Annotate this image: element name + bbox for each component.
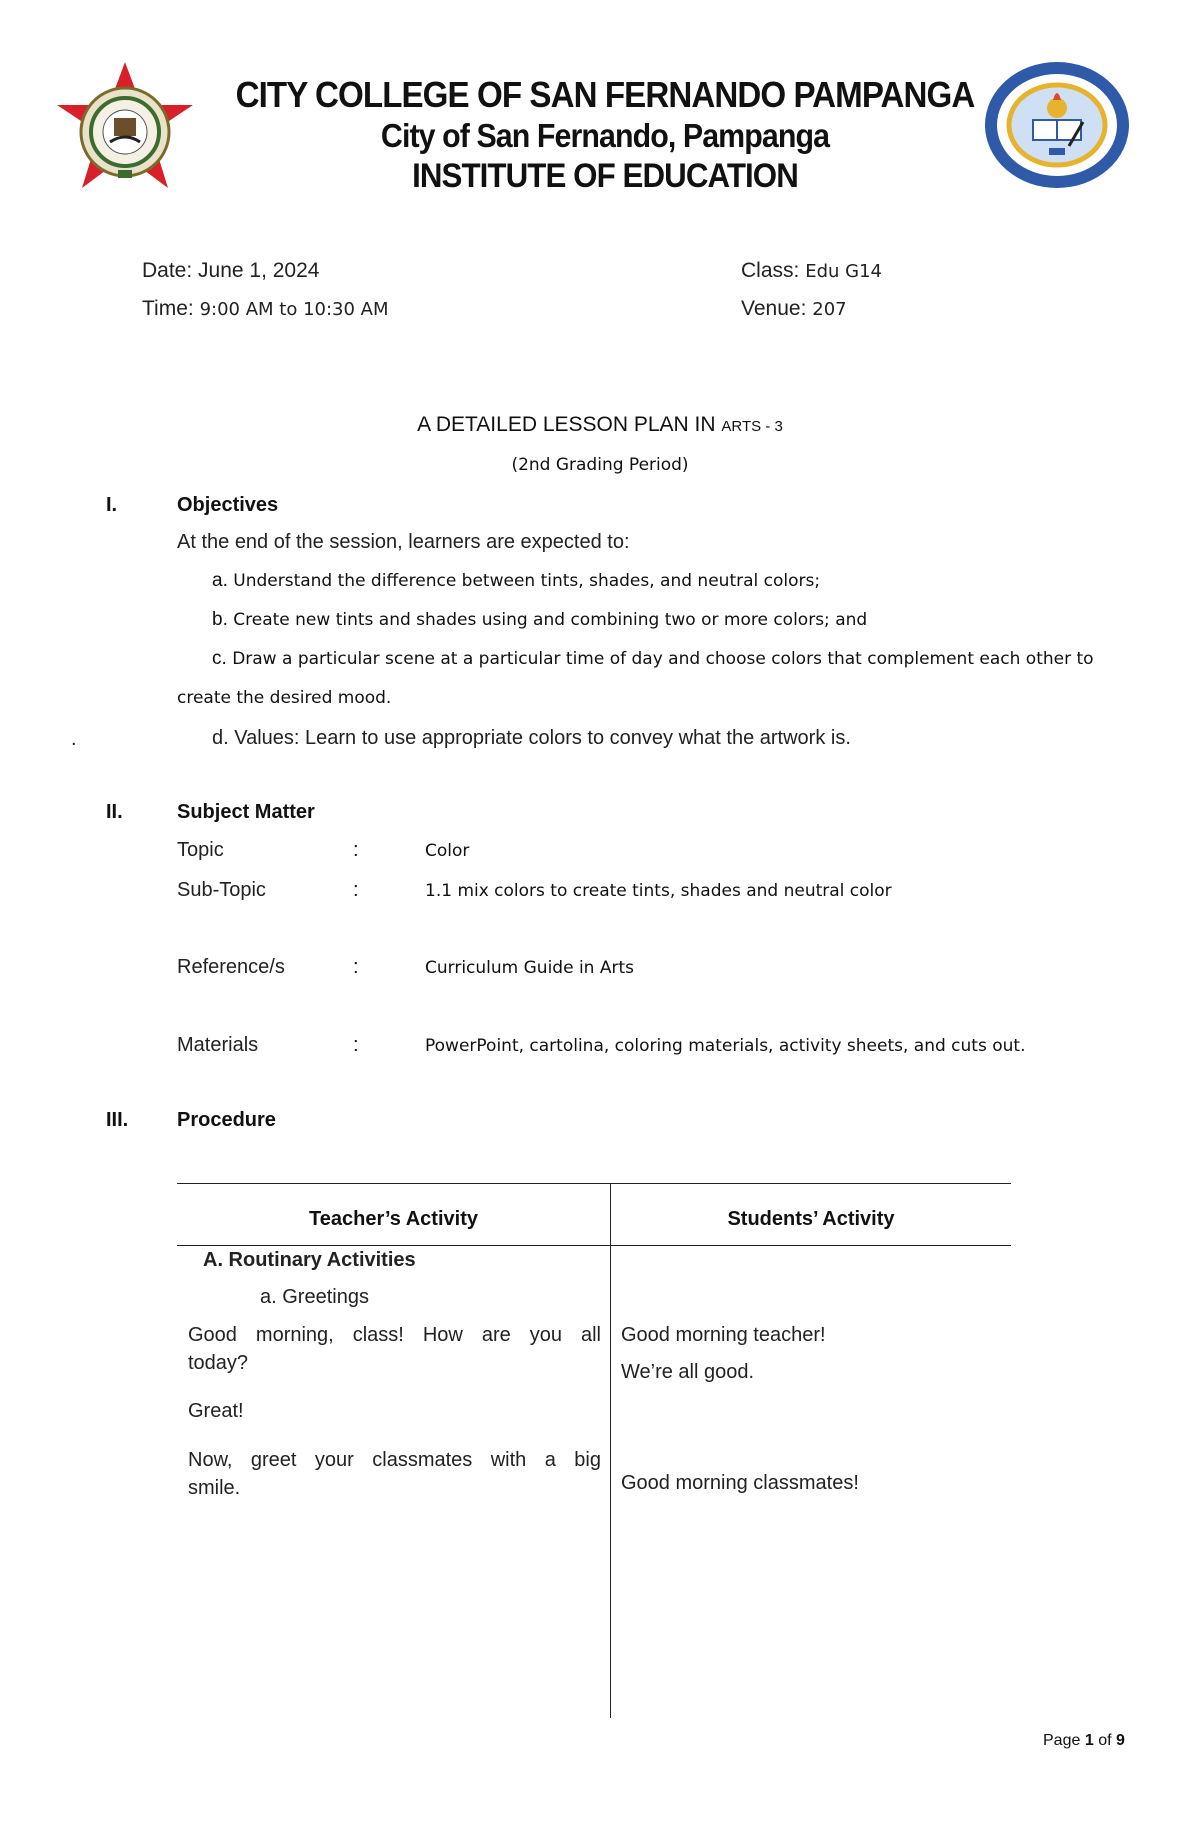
venue-value: 207: [812, 299, 847, 320]
reference-colon: :: [353, 956, 359, 978]
page-number: [1043, 1732, 1125, 1750]
students-line-3: Good morning classmates!: [621, 1472, 859, 1494]
objective-item-b: b. Create new tints and shades using and combining two or more colors; and: [212, 609, 868, 630]
objective-item-c: c. Draw a particular scene at a particular time of day and choose colors that complement each other to: [212, 648, 1094, 669]
teacher-line-3: Now, greet your classmates with a big smile.: [188, 1449, 601, 1499]
title-main: A DETAILED LESSON PLAN IN: [417, 413, 716, 436]
class-value: Edu G14: [805, 261, 882, 282]
time-value: 9:00 AM to 10:30 AM: [199, 299, 389, 320]
teacher-line-1: Good morning, class! How are you all today?: [188, 1324, 601, 1374]
section-heading-objectives: Objectives: [177, 494, 279, 516]
materials-value: PowerPoint, cartolina, coloring materials, activity sheets, and cuts out.: [425, 1036, 1026, 1056]
college-name: CITY COLLEGE OF SAN FERNANDO PAMPANGA: [235, 74, 975, 115]
teacher-line-2: Great!: [188, 1400, 244, 1422]
time-field: [142, 297, 389, 321]
teacher-activity-header: Teacher’s Activity: [309, 1208, 478, 1230]
time-label: Time:: [142, 297, 194, 320]
venue-field: [741, 297, 847, 321]
institute-name: INSTITUTE OF EDUCATION: [412, 157, 798, 195]
section-heading-subject-matter: Subject Matter: [177, 801, 315, 823]
routinary-activities-heading: A. Routinary Activities: [203, 1249, 416, 1271]
venue-label: Venue:: [741, 297, 807, 320]
city-name: City of San Fernando, Pampanga: [380, 117, 830, 154]
page-total: 9: [1115, 1732, 1125, 1749]
grading-period: (2nd Grading Period): [511, 455, 689, 475]
students-activity-header: Students’ Activity: [727, 1208, 895, 1230]
topic-colon: :: [353, 839, 359, 861]
students-line-2: We’re all good.: [621, 1361, 755, 1383]
greetings-subheading: a. Greetings: [260, 1286, 369, 1308]
section-heading-procedure: Procedure: [177, 1109, 276, 1131]
objective-item-c-continued: create the desired mood.: [177, 688, 392, 708]
subtopic-label: Sub-Topic: [177, 879, 266, 901]
lesson-plan-title: [0, 413, 1200, 437]
subtopic-colon: :: [353, 879, 359, 901]
section-number-subject-matter: II.: [106, 801, 123, 823]
of-label: of: [1098, 1732, 1112, 1749]
class-field: [741, 259, 882, 283]
stray-dot: .: [71, 728, 77, 750]
section-number-objectives: I.: [106, 494, 118, 516]
students-line-1: Good morning teacher!: [621, 1324, 826, 1346]
topic-value: Color: [425, 841, 470, 861]
objectives-intro: At the end of the session, learners are expected to:: [177, 531, 630, 553]
reference-label: Reference/s: [177, 956, 285, 978]
topic-label: Topic: [177, 839, 224, 861]
reference-value: Curriculum Guide in Arts: [425, 958, 634, 978]
page-current: 1: [1084, 1732, 1094, 1749]
table-top-border: [177, 1183, 1011, 1184]
date-field: Date: June 1, 2024: [142, 259, 320, 282]
objective-item-a: a. Understand the difference between tints, shades, and neutral colors;: [212, 570, 821, 591]
materials-label: Materials: [177, 1034, 259, 1056]
section-number-procedure: III.: [106, 1109, 129, 1131]
objective-item-d: d. Values: Learn to use appropriate colors to convey what the artwork is.: [212, 727, 851, 749]
page-label: Page: [1043, 1732, 1081, 1749]
title-subject: ARTS - 3: [721, 418, 783, 435]
subtopic-value: 1.1 mix colors to create tints, shades and neutral color: [425, 881, 892, 901]
table-column-divider: [610, 1183, 611, 1718]
class-label: Class:: [741, 259, 800, 282]
materials-colon: :: [353, 1034, 359, 1056]
